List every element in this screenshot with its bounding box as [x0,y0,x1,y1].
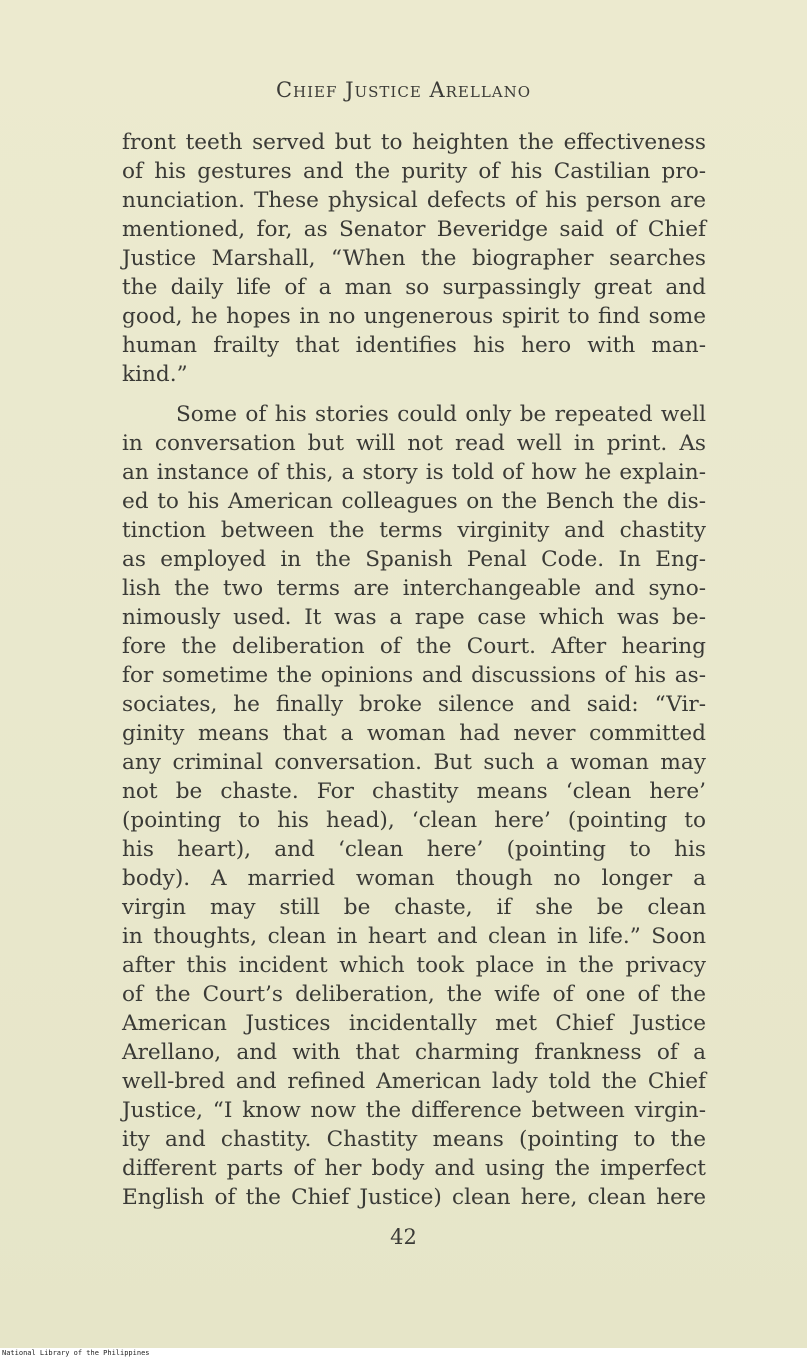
paragraph-1 [122,128,706,389]
body-text [122,128,706,1212]
text-line: American Justices incidentally met Chief Justice [122,1011,706,1036]
text-line: Justice, “I know now the difference between virgin- [122,1098,706,1123]
text-line: for sometime the opinions and discussions of his as- [122,663,706,688]
text-line: different parts of her body and using the imperfect [122,1156,706,1181]
page-number: 42 [390,1225,417,1249]
text-line: sociates, he finally broke silence and said: “Vir- [122,692,706,717]
text-line: ed to his American colleagues on the Bench the dis- [122,489,706,514]
text-line: not be chaste. For chastity means ‘clean here’ [122,779,706,804]
text-line: Justice Marshall, “When the biographer searches [122,246,706,271]
paragraph-break [122,389,706,400]
text-line: tinction between the terms virginity and chastity [122,518,706,543]
running-head: Chief Justice Arellano [275,78,532,102]
text-line: an instance of this, a story is told of how he explain- [122,460,706,485]
text-line: body). A married woman though no longer a [122,866,706,891]
text-line: in thoughts, clean in heart and clean in life.” Soon [122,924,706,949]
text-line: after this incident which took place in the privacy [122,953,706,978]
paragraph-2 [122,400,706,1212]
library-credit: National Library of the Philippines [2,1349,150,1357]
text-line: well-bred and refined American lady told the Chief [122,1069,706,1094]
text-line: lish the two terms are interchangeable and syno- [122,576,706,601]
text-line: ginity means that a woman had never committed [122,721,706,746]
text-line: kind.” [122,362,188,387]
text-line: English of the Chief Justice) clean here, clean here [122,1185,706,1210]
text-line: Some of his stories could only be repeated well [176,402,706,427]
text-line: his heart), and ‘clean here’ (pointing to his [122,837,706,862]
text-line: the daily life of a man so surpassingly great and [122,275,706,300]
text-line: virgin may still be chaste, if she be clean [122,895,706,920]
text-line: of his gestures and the purity of his Castilian pro- [122,159,706,184]
text-line: (pointing to his head), ‘clean here’ (pointing to [122,808,706,833]
text-line: fore the deliberation of the Court. After hearing [122,634,706,659]
text-line: ity and chastity. Chastity means (pointing to the [122,1127,706,1152]
text-line: good, he hopes in no ungenerous spirit to find some [122,304,706,329]
text-line: human frailty that identifies his hero with man- [122,333,706,358]
text-line: front teeth served but to heighten the effectiveness [122,130,706,155]
text-line: in conversation but will not read well in print. As [122,431,706,456]
text-line: of the Court’s deliberation, the wife of one of the [122,982,706,1007]
text-line: mentioned, for, as Senator Beveridge said of Chief [122,217,706,242]
text-line: any criminal conversation. But such a woman may [122,750,706,775]
text-line: Arellano, and with that charming frankness of a [122,1040,706,1065]
text-line: as employed in the Spanish Penal Code. In Eng- [122,547,706,572]
text-line: nunciation. These physical defects of his person are [122,188,706,213]
text-line: nimously used. It was a rape case which was be- [122,605,706,630]
scan-footer [0,1348,807,1358]
